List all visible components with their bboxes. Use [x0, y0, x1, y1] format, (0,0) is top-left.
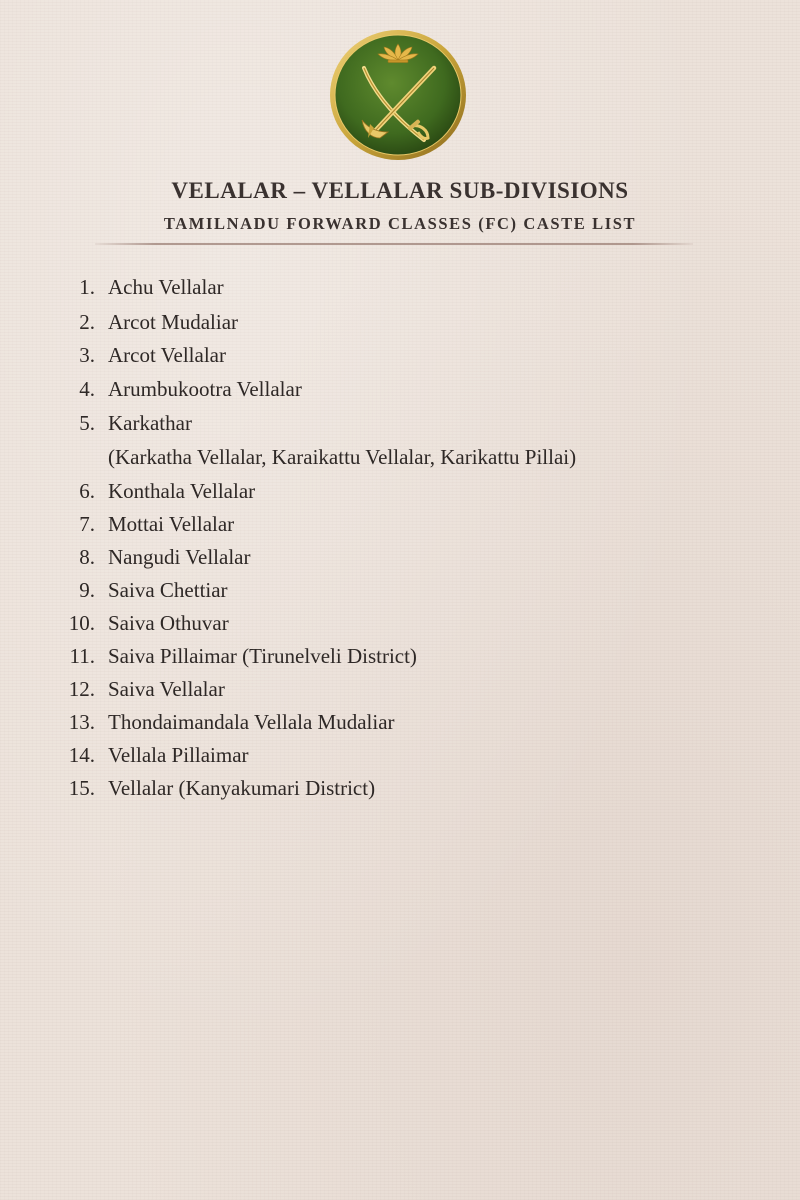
list-item-number: 5.	[79, 411, 95, 435]
list-item-label: Vellalar (Kanyakumari District)	[108, 776, 376, 800]
list-item-label: Vellala Pillaimar	[108, 743, 249, 767]
list-item-number: 14.	[68, 743, 95, 767]
list-item-number: 2.	[79, 310, 95, 334]
list-item-label: Saiva Pillaimar (Tirunelveli District)	[108, 644, 417, 668]
list-item-number: 11.	[69, 644, 95, 668]
list-item-label: Saiva Othuvar	[108, 611, 229, 635]
list-item	[0, 340, 800, 370]
list-item-number: 10.	[68, 611, 95, 635]
list-item	[0, 575, 800, 605]
list-item-number: 12.	[68, 677, 95, 701]
list-item-label: Arcot Mudaliar	[108, 310, 239, 334]
list-item-number: 6.	[79, 479, 95, 503]
list-item-label: Arumbukootra Vellalar	[108, 377, 302, 401]
emblem-icon	[328, 28, 468, 162]
list-item	[0, 509, 800, 539]
list-item	[0, 542, 800, 572]
list-item-number: 13.	[68, 710, 95, 734]
list-item	[0, 707, 800, 737]
list-item	[0, 641, 800, 671]
page-title: VELALAR – VELLALAR SUB-DIVISIONS	[171, 178, 629, 203]
list-item-number: 8.	[79, 545, 95, 569]
list-item-number: 1.	[79, 275, 95, 299]
list-item-label: Achu Vellalar	[108, 275, 224, 299]
list-item-number: 3.	[79, 343, 95, 367]
list-item	[0, 674, 800, 704]
list-item	[0, 773, 800, 803]
list-item-number: 15.	[68, 776, 95, 800]
list-item-note	[0, 442, 800, 472]
list-item	[0, 374, 800, 404]
list-item-number: 4.	[79, 377, 95, 401]
divider	[95, 243, 693, 245]
list-item	[0, 608, 800, 638]
list-item-label: Saiva Vellalar	[108, 677, 225, 701]
list-item	[0, 476, 800, 506]
list-item-label: Thondaimandala Vellala Mudaliar	[108, 710, 395, 734]
list-item	[0, 408, 800, 438]
list-item-label: Saiva Chettiar	[108, 578, 228, 602]
page-subtitle: TAMILNADU FORWARD CLASSES (FC) CASTE LIST	[163, 214, 637, 233]
list-item-note-text: (Karkatha Vellalar, Karaikattu Vellalar, Karikattu Pillai)	[108, 445, 577, 469]
list-item	[0, 307, 800, 337]
list-item-number: 7.	[79, 512, 95, 536]
list-item-label: Karkathar	[108, 411, 192, 435]
list-item-label: Konthala Vellalar	[108, 479, 256, 503]
list-item-number: 9.	[79, 578, 95, 602]
list-item-label: Arcot Vellalar	[108, 343, 226, 367]
list-item	[0, 740, 800, 770]
list-item-label: Mottai Vellalar	[108, 512, 235, 536]
list-item-label: Nangudi Vellalar	[108, 545, 251, 569]
list-item	[0, 272, 800, 302]
